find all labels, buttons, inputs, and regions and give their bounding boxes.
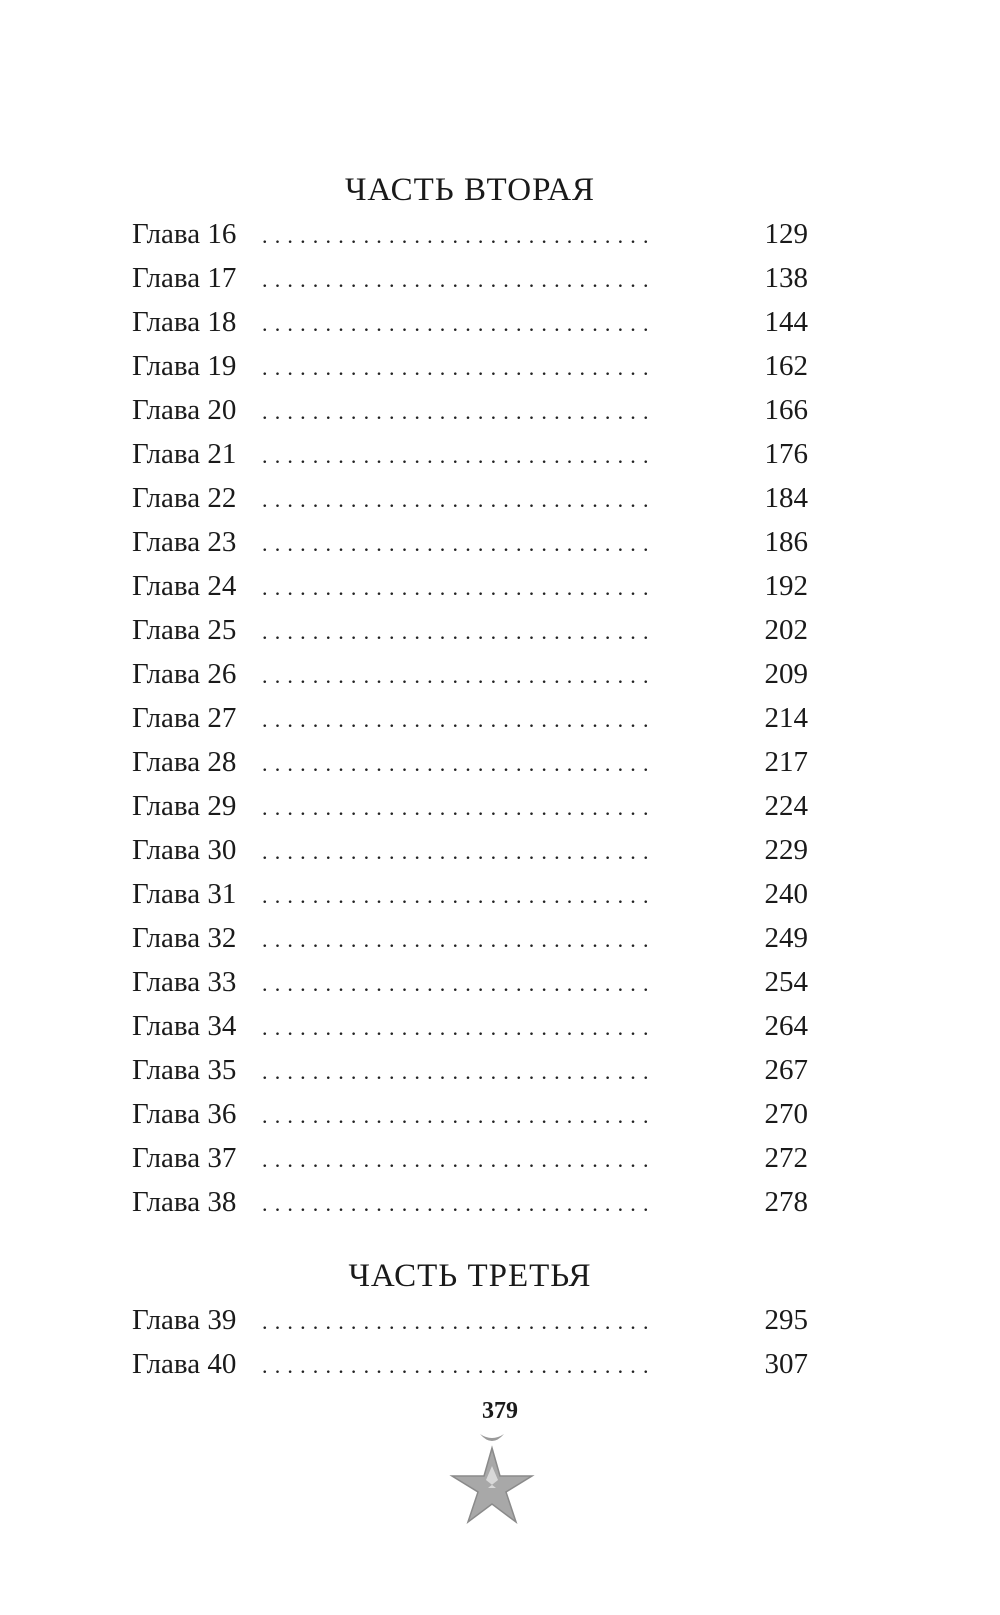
chapter-page-number: 184: [764, 482, 808, 514]
dot-leader: ...............................: [262, 1015, 656, 1040]
chapter-label: Глава 26: [132, 658, 237, 690]
chapter-page-number: 176: [764, 438, 808, 470]
toc-entry: [132, 1180, 808, 1224]
chapter-label: Глава 40: [132, 1348, 237, 1380]
chapter-page-number: 240: [764, 878, 808, 910]
chapter-page-number: 264: [764, 1010, 808, 1042]
dot-leader: ...............................: [262, 927, 656, 952]
dot-leader: ...............................: [262, 839, 656, 864]
chapter-page-number: 272: [764, 1142, 808, 1174]
chapter-label: Глава 17: [132, 262, 237, 294]
toc-entry: [132, 960, 808, 1004]
chapter-label: Глава 34: [132, 1010, 237, 1042]
chapter-label: Глава 31: [132, 878, 237, 910]
part-heading: ЧАСТЬ ВТОРАЯ: [344, 172, 596, 208]
crescent-icon: [480, 1434, 504, 1441]
chapter-page-number: 192: [764, 570, 808, 602]
chapter-page-number: 162: [764, 350, 808, 382]
dot-leader: ...............................: [262, 1309, 656, 1334]
chapter-page-number: 224: [764, 790, 808, 822]
chapter-page-number: 129: [764, 218, 808, 250]
toc-entry: [132, 344, 808, 388]
chapter-page-number: 229: [764, 834, 808, 866]
chapter-label: Глава 28: [132, 746, 237, 778]
chapter-label: Глава 25: [132, 614, 237, 646]
dot-leader: ...............................: [262, 267, 656, 292]
dot-leader: ...............................: [262, 1191, 656, 1216]
page-number: 379: [482, 1398, 518, 1424]
pentagram-crescent-icon: [436, 1426, 548, 1526]
dot-leader: ...............................: [262, 795, 656, 820]
dot-leader: ...............................: [262, 575, 656, 600]
chapter-label: Глава 35: [132, 1054, 237, 1086]
dot-leader: ...............................: [262, 311, 656, 336]
toc-entry: [132, 1048, 808, 1092]
chapter-label: Глава 32: [132, 922, 237, 954]
chapter-page-number: 254: [764, 966, 808, 998]
chapter-page-number: 209: [764, 658, 808, 690]
toc-entries: [132, 1298, 808, 1386]
chapter-page-number: 270: [764, 1098, 808, 1130]
toc-entry: [132, 740, 808, 784]
chapter-page-number: 202: [764, 614, 808, 646]
toc-entries: [132, 212, 808, 1224]
toc-entry: [132, 432, 808, 476]
toc-entry: [132, 784, 808, 828]
dot-leader: ...............................: [262, 443, 656, 468]
chapter-page-number: 166: [764, 394, 808, 426]
chapter-page-number: 278: [764, 1186, 808, 1218]
toc-entry: [132, 256, 808, 300]
toc-entry: [132, 1092, 808, 1136]
dot-leader: ...............................: [262, 531, 656, 556]
chapter-label: Глава 18: [132, 306, 237, 338]
chapter-label: Глава 39: [132, 1304, 237, 1336]
chapter-page-number: 214: [764, 702, 808, 734]
chapter-label: Глава 37: [132, 1142, 237, 1174]
chapter-page-number: 217: [764, 746, 808, 778]
dot-leader: ...............................: [262, 487, 656, 512]
chapter-label: Глава 33: [132, 966, 237, 998]
chapter-label: Глава 19: [132, 350, 237, 382]
toc-entry: [132, 652, 808, 696]
toc-entry: [132, 1342, 808, 1386]
chapter-label: Глава 29: [132, 790, 237, 822]
chapter-label: Глава 36: [132, 1098, 237, 1130]
dot-leader: ...............................: [262, 751, 656, 776]
toc-entry: [132, 1004, 808, 1048]
toc-entry: [132, 388, 808, 432]
toc-entry: [132, 696, 808, 740]
chapter-label: Глава 20: [132, 394, 237, 426]
toc-section-part-two: [132, 168, 808, 1224]
chapter-label: Глава 38: [132, 1186, 237, 1218]
dot-leader: ...............................: [262, 1353, 656, 1378]
toc-entry: [132, 212, 808, 256]
chapter-page-number: 295: [764, 1304, 808, 1336]
dot-leader: ...............................: [262, 971, 656, 996]
dot-leader: ...............................: [262, 223, 656, 248]
dot-leader: ...............................: [262, 1147, 656, 1172]
part-heading: ЧАСТЬ ТРЕТЬЯ: [348, 1258, 592, 1294]
toc-entry: [132, 872, 808, 916]
dot-leader: ...............................: [262, 399, 656, 424]
dot-leader: ...............................: [262, 355, 656, 380]
toc-entry: [132, 828, 808, 872]
chapter-label: Глава 23: [132, 526, 237, 558]
chapter-label: Глава 24: [132, 570, 237, 602]
toc-entry: [132, 608, 808, 652]
toc-section-part-three: [132, 1254, 808, 1386]
chapter-page-number: 144: [764, 306, 808, 338]
chapter-label: Глава 22: [132, 482, 237, 514]
chapter-page-number: 249: [764, 922, 808, 954]
chapter-label: Глава 30: [132, 834, 237, 866]
chapter-page-number: 267: [764, 1054, 808, 1086]
dot-leader: ...............................: [262, 883, 656, 908]
dot-leader: ...............................: [262, 619, 656, 644]
dot-leader: ...............................: [262, 1059, 656, 1084]
toc-entry: [132, 520, 808, 564]
dot-leader: ...............................: [262, 1103, 656, 1128]
chapter-page-number: 186: [764, 526, 808, 558]
dot-leader: ...............................: [262, 663, 656, 688]
chapter-label: Глава 27: [132, 702, 237, 734]
toc-entry: [132, 300, 808, 344]
chapter-label: Глава 21: [132, 438, 237, 470]
toc-entry: [132, 1298, 808, 1342]
toc-entry: [132, 1136, 808, 1180]
toc-entry: [132, 476, 808, 520]
dot-leader: ...............................: [262, 707, 656, 732]
chapter-page-number: 307: [764, 1348, 808, 1380]
chapter-page-number: 138: [764, 262, 808, 294]
toc-entry: [132, 916, 808, 960]
chapter-label: Глава 16: [132, 218, 237, 250]
toc-entry: [132, 564, 808, 608]
